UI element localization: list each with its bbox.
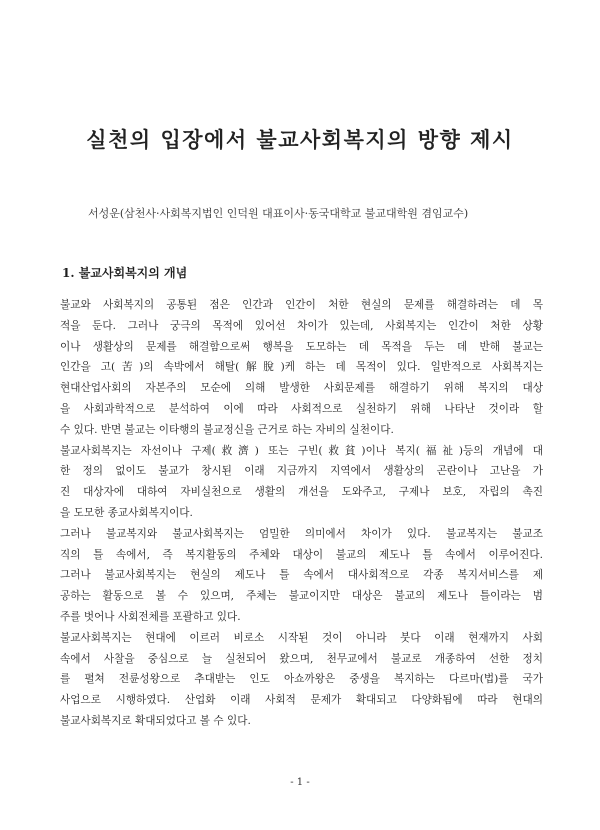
body-line: 공하는 활동으로 볼 수 있으며, 주체는 불교이지만 대상은 불교의 제도나 틀이라는 범 — [60, 590, 543, 603]
body-line: 을 도모한 종교사회복지이다. — [60, 506, 193, 519]
body-line: 적을 둔다. 그러나 궁극의 목적에 있어선 차이가 있는데, 사회복지는 인간이 처한 상황 — [60, 319, 543, 332]
body-text — [60, 295, 543, 732]
body-line: 그러나 불교복지와 불교사회복지는 엄밀한 의미에서 차이가 있다. 불교복지는 불교조 — [60, 527, 543, 540]
body-line: 불교와 사회복지의 공통된 점은 인간과 인간이 처한 현실의 문제를 해결하려는 데 목 — [60, 299, 543, 311]
body-line: 불교사회복지는 현대에 이르러 비로소 시작된 것이 아니라 붓다 이래 현재까지 사회 — [60, 631, 543, 644]
body-line: 직의 틀 속에서, 즉 복지활동의 주체와 대상이 불교의 제도나 틀 속에서 이루어진다. — [60, 548, 543, 561]
body-line: 이나 생활상의 문제를 해결함으로써 행복을 도모하는 데 목적을 두는 데 반해 불교는 — [60, 340, 543, 353]
body-line: 인간을 고(苦)의 속박에서 해탈(解脫)케 하는 데 목적이 있다. 일반적으로 사회복지는 — [60, 361, 543, 374]
body-line: 사업으로 시행하였다. 산업화 이래 사회적 문제가 확대되고 다양화됨에 따라 현대의 — [60, 694, 543, 707]
body-line: 수 있다. 반면 불교는 이타행의 불교정신을 근거로 하는 자비의 실천이다. — [60, 423, 394, 436]
body-line: 을 사회과학적으로 분석하여 이에 따라 사회적으로 실천하기 위해 나타난 것이라 할 — [60, 402, 543, 415]
section-heading: 1. 불교사회복지의 개념 — [62, 266, 188, 280]
author-line: 서성운(삼천사·사회복지법인 인덕원 대표이사·동국대학교 불교대학원 겸임교수) — [88, 207, 469, 220]
body-line: 주를 벗어나 사회전체를 포괄하고 있다. — [60, 610, 241, 623]
body-line: 현대산업사회의 자본주의 모순에 의해 발생한 사회문제를 해결하기 위해 복지의 대상 — [60, 382, 543, 395]
page-number: - 1 - — [290, 777, 310, 788]
body-line: 불교사회복지로 확대되었다고 볼 수 있다. — [60, 714, 251, 727]
body-line: 한 정의 없이도 불교가 창시된 이래 지금까지 지역에서 생활상의 곤란이나 고난을 가 — [60, 465, 543, 478]
body-line: 진 대상자에 대하여 자비실천으로 생활의 개선을 도와주고, 구제나 보호, 자립의 촉진 — [60, 486, 543, 499]
body-line: 속에서 사찰을 중심으로 늘 실천되어 왔으며, 천무교에서 불교로 개종하여 선한 정치 — [60, 652, 543, 665]
body-line: 불교사회복지는 자선이나 구제(救濟) 또는 구빈(救貧)이나 복지(福祉)등의 개념에 대 — [60, 444, 543, 457]
document-title: 실천의 입장에서 불교사회복지의 방향 제시 — [86, 127, 514, 152]
body-line: 그러나 불교사회복지는 현실의 제도나 틀 속에서 대사회적으로 각종 복지서비스를 제 — [60, 569, 543, 582]
body-line: 를 펼쳐 전륜성왕으로 추대받는 인도 아쇼까왕은 중생을 복지하는 다르마(법)를 국가 — [60, 673, 543, 686]
